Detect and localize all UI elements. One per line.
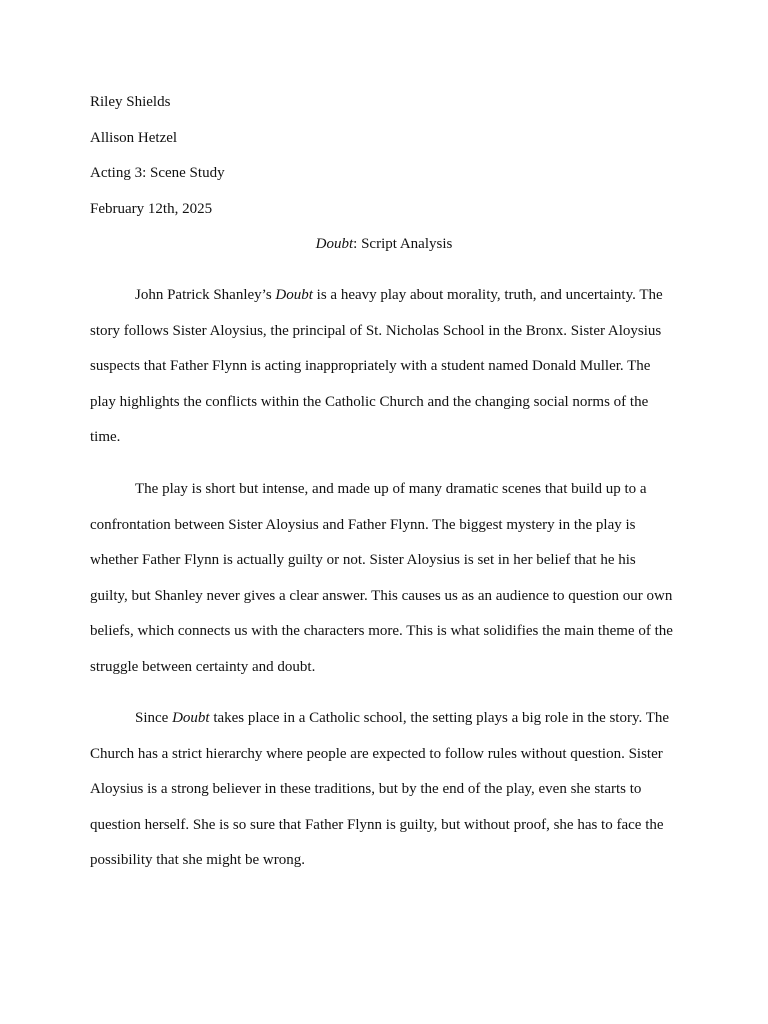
title-italic: Doubt <box>315 236 354 252</box>
paragraph-line: question herself. She is so sure that Father Flynn is guilty, but without proof, she has to face the <box>90 816 664 833</box>
paragraph-line: Since Doubt takes place in a Catholic school, the setting plays a big role in the story. The <box>135 710 670 726</box>
paragraph-line: struggle between certainty and doubt. <box>90 658 316 675</box>
paragraph-line: confrontation between Sister Aloysius and Father Flynn. The biggest mystery in the play is <box>90 516 636 533</box>
paragraph-line: John Patrick Shanley’s Doubt is a heavy play about morality, truth, and uncertainty. The <box>135 287 663 303</box>
course-name: Acting 3: Scene Study <box>90 165 225 181</box>
paragraph-line: whether Father Flynn is actually guilty or not. Sister Aloysius is set in her belief that he his <box>90 552 636 568</box>
paragraph-2 <box>90 472 690 685</box>
paragraph-line: story follows Sister Aloysius, the principal of St. Nicholas School in the Bronx. Sister Aloysius <box>90 322 662 339</box>
paragraph-line: suspects that Father Flynn is acting inappropriately with a student named Donald Muller. The <box>90 358 651 374</box>
title-rest: : Script Analysis <box>353 236 453 252</box>
paragraph-line: Church has a strict hierarchy where people are expected to follow rules without question. Sister <box>90 745 663 762</box>
student-name: Riley Shields <box>90 94 171 110</box>
paragraph-1 <box>90 278 690 456</box>
paragraph-line: time. <box>90 429 121 445</box>
paragraph-line: play highlights the conflicts within the Catholic Church and the changing social norms of the <box>90 393 649 410</box>
paragraph-line: beliefs, which connects us with the characters more. This is what solidifies the main theme of the <box>90 623 673 639</box>
paragraph-3 <box>90 701 690 879</box>
paragraph-line: possibility that she might be wrong. <box>90 852 305 868</box>
paragraph-line: The play is short but intense, and made up of many dramatic scenes that build up to a <box>135 481 647 497</box>
paragraph-line: guilty, but Shanley never gives a clear answer. This causes us as an audience to question our own <box>90 587 673 604</box>
document-date: February 12th, 2025 <box>90 201 213 217</box>
document-title <box>0 234 768 254</box>
paragraph-line: Aloysius is a strong believer in these traditions, but by the end of the play, even she starts to <box>90 781 642 797</box>
instructor-name: Allison Hetzel <box>90 130 178 146</box>
